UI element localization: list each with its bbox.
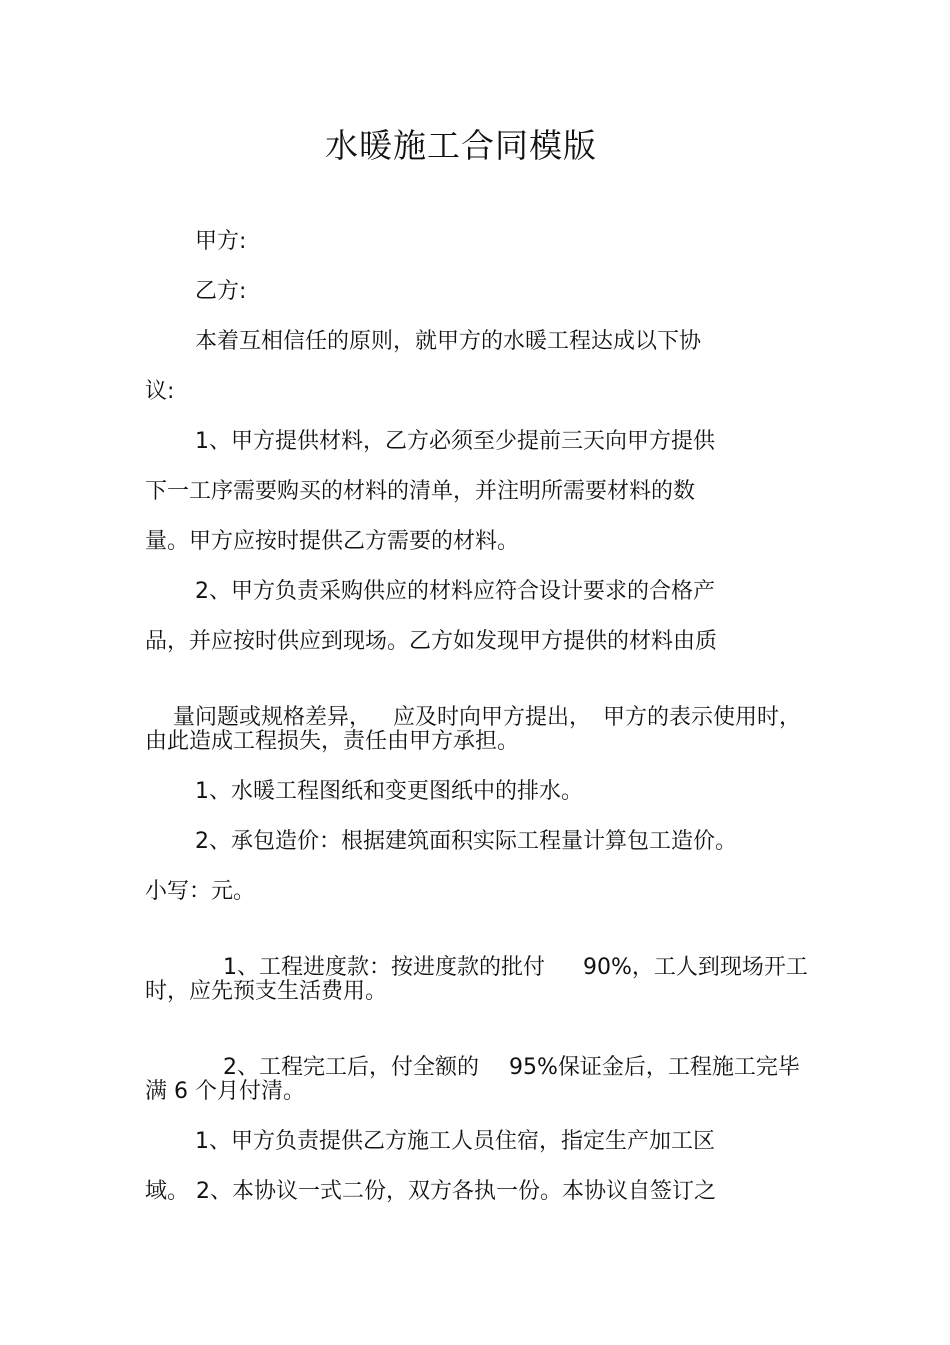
line-segment: 甲方的表示使用时， — [603, 705, 802, 730]
paragraph-line: 小写：元。 — [145, 879, 256, 904]
paragraph-line: 1、水暖工程图纸和变更图纸中的排水。 — [195, 779, 583, 804]
line-segment: 90%，工人到现场开工 — [582, 955, 808, 980]
line-segment: 95%保证金后，工程施工完毕 — [508, 1055, 800, 1080]
line-segment: 2、工程完工后，付全额的 — [222, 1055, 479, 1080]
line-segment: 应及时向甲方提出， — [393, 705, 592, 730]
paragraph-line: 由此造成工程损失，责任由甲方承担。 — [145, 729, 520, 754]
paragraph-line: 本着互相信任的原则，就甲方的水暖工程达成以下协 — [195, 329, 702, 354]
paragraph-line: 满 6 个月付清。 — [145, 1079, 305, 1104]
paragraph-line: 品，并应按时供应到现场。乙方如发现甲方提供的材料由质 — [145, 629, 718, 654]
paragraph-line: 1、甲方提供材料，乙方必须至少提前三天向甲方提供 — [195, 429, 715, 454]
paragraph-line: 下一工序需要购买的材料的清单，并注明所需要材料的数 — [145, 479, 696, 504]
paragraph-line: 2、甲方负责采购供应的材料应符合设计要求的合格产 — [195, 579, 715, 604]
party-b-line: 乙方: — [195, 279, 247, 304]
document-title: 水暖施工合同模版 — [325, 126, 597, 165]
party-a-line: 甲方: — [195, 229, 247, 254]
paragraph-line: 时，应先预支生活费用。 — [145, 979, 388, 1004]
paragraph-line: 量。甲方应按时提供乙方需要的材料。 — [145, 529, 520, 554]
paragraph-line: 议: — [145, 379, 175, 404]
paragraph-line: 1、甲方负责提供乙方施工人员住宿，指定生产加工区 — [195, 1129, 715, 1154]
paragraph-line: 2、承包造价：根据建筑面积实际工程量计算包工造价。 — [195, 829, 737, 854]
line-segment: 1、工程进度款：按进度款的批付 — [222, 955, 545, 980]
paragraph-line: 域。 2、本协议一式二份，双方各执一份。本协议自签订之 — [145, 1179, 716, 1204]
line-segment: 量问题或规格差异， — [172, 705, 371, 730]
